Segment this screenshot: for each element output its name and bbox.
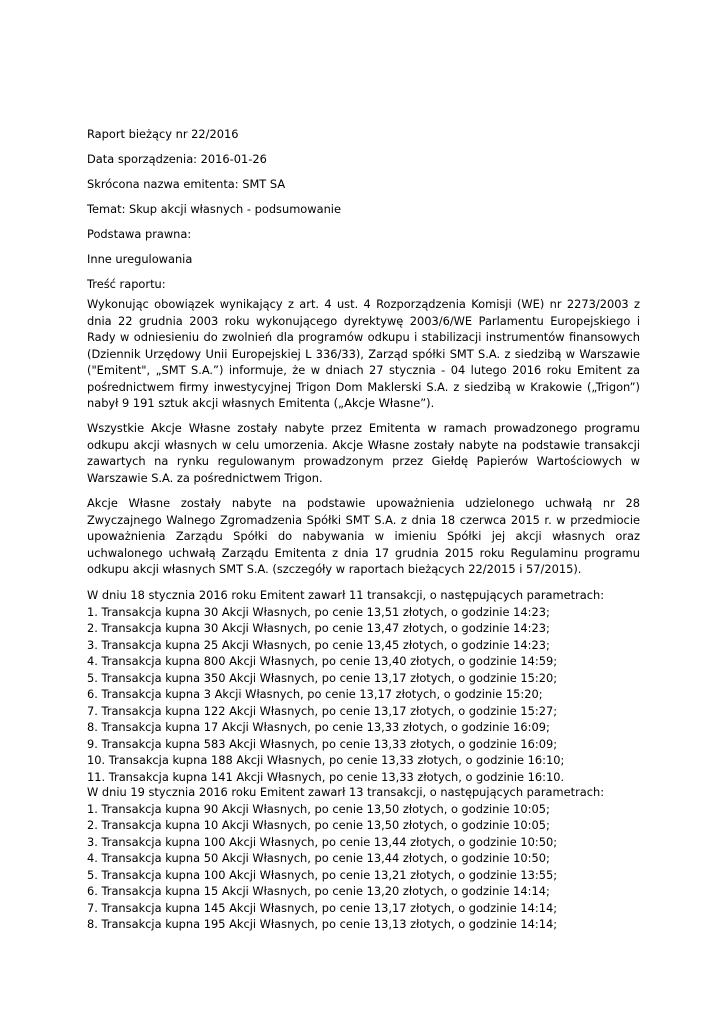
- day-2-transaction-list: [87, 801, 647, 933]
- paragraph-acquisition-details: Wszystkie Akcje Własne zostały nabyte przez Emitenta w ramach prowadzonego programu odkupu akcji własnych w celu umorzenia. Akcje Własne zostały nabyte na podstawie transakcji zawartych na rynku regulowanym prowadzonym przez Giełdę Papierów Wartościowych w Warszawie S.A. za pośrednictwem Trigon.: [87, 421, 640, 485]
- transaction-item: 4. Transakcja kupna 50 Akcji Własnych, po cenie 13,44 złotych, o godzinie 10:50;: [87, 851, 550, 865]
- transaction-item: 1. Transakcja kupna 30 Akcji Własnych, po cenie 13,51 złotych, o godzinie 14:23;: [87, 604, 550, 619]
- paragraph-block-3: [87, 495, 640, 578]
- transaction-item: 5. Transakcja kupna 100 Akcji Własnych, po cenie 13,21 złotych, o godzinie 13:55;: [87, 867, 558, 882]
- day-1-transaction-list: [87, 604, 647, 786]
- transaction-item: 4. Transakcja kupna 800 Akcji Własnych, po cenie 13,40 złotych, o godzinie 14:59;: [87, 654, 558, 668]
- transaction-item: 6. Transakcja kupna 3 Akcji Własnych, po cenie 13,17 złotych, o godzinie 15:20;: [87, 687, 543, 701]
- transaction-item: 11. Transakcja kupna 141 Akcji Własnych, po cenie 13,33 złotych, o godzinie 16:10.: [87, 769, 565, 784]
- transaction-item: 5. Transakcja kupna 350 Akcji Własnych, po cenie 13,17 złotych, o godzinie 15:20;: [87, 670, 558, 685]
- report-date: Data sporządzenia: 2016-01-26: [87, 152, 267, 166]
- transaction-item: 6. Transakcja kupna 15 Akcji Własnych, po cenie 13,20 złotych, o godzinie 14:14;: [87, 884, 550, 898]
- paragraph-block-2: [87, 420, 640, 486]
- day-1-intro: W dniu 18 stycznia 2016 roku Emitent zawarł 11 transakcji, o następujących parametrach:: [87, 588, 605, 602]
- transactions-day-1: [87, 587, 647, 785]
- transaction-item: 8. Transakcja kupna 17 Akcji Własnych, po cenie 13,33 złotych, o godzinie 16:09;: [87, 720, 550, 734]
- transaction-item: 3. Transakcja kupna 100 Akcji Własnych, po cenie 13,44 złotych, o godzinie 10:50;: [87, 834, 558, 849]
- paragraph-legal-notice: Wykonując obowiązek wynikający z art. 4 ust. 4 Rozporządzenia Komisji (WE) nr 2273/2003 z dnia 22 grudnia 2003 roku wykonującego dyrektywę 2003/6/WE Parlamentu Europejskiego i Rady w odniesieniu do zwolnień dla programów odkupu i stabilizacji instrumentów finansowych (Dziennik Urzędowy Unii Europejskiej L 336/33), Zarząd spółki SMT S.A. z siedzibą w Warszawie ("Emitent", „SMT S.A.”) informuje, że w dniach 27 stycznia - 04 lutego 2016 roku Emitent za pośrednictwem firmy inwestycyjnej Trigon Dom Maklerski S.A. z siedzibą w Krakowie („Trigon”) nabył 9 191 sztuk akcji własnych Emitenta („Akcje Własne”).: [87, 297, 640, 410]
- paragraph-block-1: [87, 296, 640, 412]
- transaction-item: 2. Transakcja kupna 30 Akcji Własnych, po cenie 13,47 złotych, o godzinie 14:23;: [87, 621, 550, 635]
- transaction-item: 2. Transakcja kupna 10 Akcji Własnych, po cenie 13,50 złotych, o godzinie 10:05;: [87, 818, 550, 832]
- paragraph-authorization: Akcje Własne zostały nabyte na podstawie upoważnienia udzielonego uchwałą nr 28 Zwyczajnego Walnego Zgromadzenia Spółki SMT S.A. z dnia 18 czerwca 2015 r. w przedmiocie upoważnienia Zarządu Spółki do nabywania w imieniu Spółki jej akcji własnych oraz uchwalonego uchwałą Zarządu Emitenta z dnia 17 grudnia 2015 roku Regulaminu programu odkupu akcji własnych SMT S.A. (szczegóły w raportach bieżących 22/2015 i 57/2015).: [87, 496, 640, 576]
- transactions-day-2: [87, 784, 647, 933]
- transaction-item: 9. Transakcja kupna 583 Akcji Własnych, po cenie 13,33 złotych, o godzinie 16:09;: [87, 736, 558, 751]
- transaction-item: 3. Transakcja kupna 25 Akcji Własnych, po cenie 13,45 złotych, o godzinie 14:23;: [87, 637, 550, 652]
- transaction-item: 8. Transakcja kupna 195 Akcji Własnych, po cenie 13,13 złotych, o godzinie 14:14;: [87, 917, 558, 931]
- transaction-item: 7. Transakcja kupna 122 Akcji Własnych, po cenie 13,17 złotych, o godzinie 15:27;: [87, 703, 558, 718]
- transaction-item: 10. Transakcja kupna 188 Akcji Własnych, po cenie 13,33 złotych, o godzinie 16:10;: [87, 753, 565, 767]
- legal-basis-value: Inne uregulowania: [87, 252, 193, 266]
- issuer-name: Skrócona nazwa emitenta: SMT SA: [87, 177, 286, 191]
- content-label: Treść raportu:: [87, 277, 166, 291]
- report-subject: Temat: Skup akcji własnych - podsumowanie: [87, 202, 341, 216]
- transaction-item: 1. Transakcja kupna 90 Akcji Własnych, po cenie 13,50 złotych, o godzinie 10:05;: [87, 801, 550, 816]
- report-number: Raport bieżący nr 22/2016: [87, 127, 239, 141]
- transaction-item: 7. Transakcja kupna 145 Akcji Własnych, po cenie 13,17 złotych, o godzinie 14:14;: [87, 900, 558, 915]
- day-2-intro: W dniu 19 stycznia 2016 roku Emitent zawarł 13 transakcji, o następujących parametrach:: [87, 785, 605, 799]
- legal-basis-label: Podstawa prawna:: [87, 227, 192, 241]
